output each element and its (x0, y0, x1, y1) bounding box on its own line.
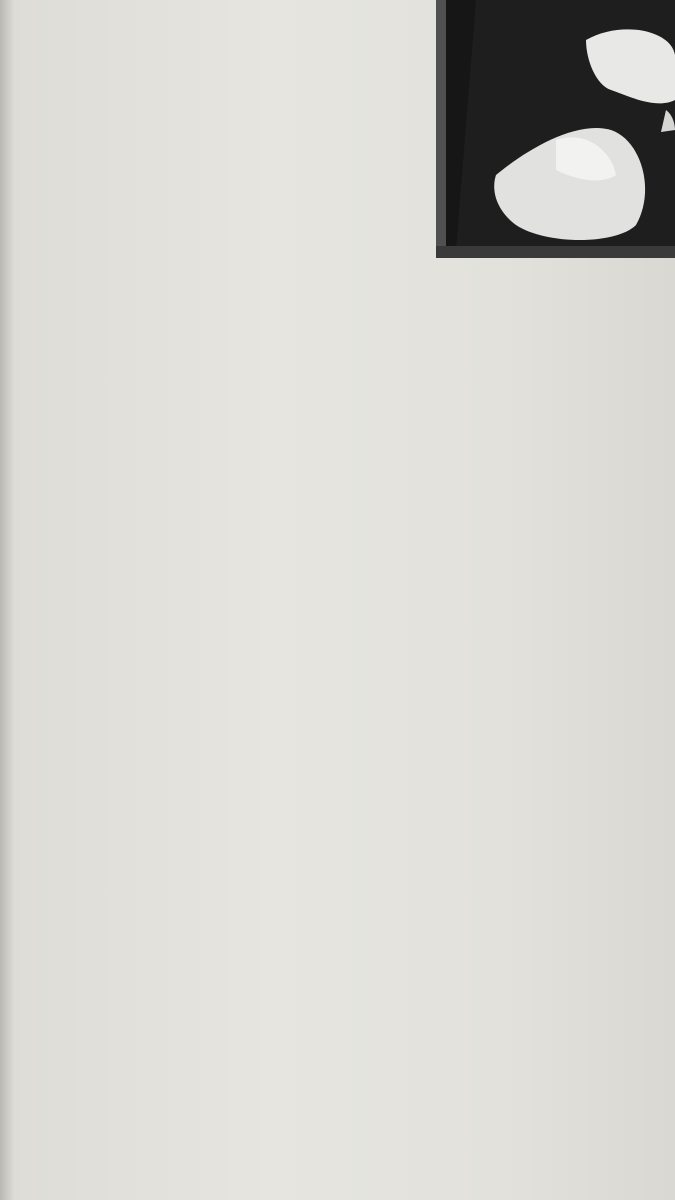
photo-frame (436, 0, 446, 258)
page-fold-shadow (0, 0, 14, 1200)
photo-edge (436, 246, 675, 258)
photo-image (436, 0, 675, 258)
photo (436, 0, 675, 258)
